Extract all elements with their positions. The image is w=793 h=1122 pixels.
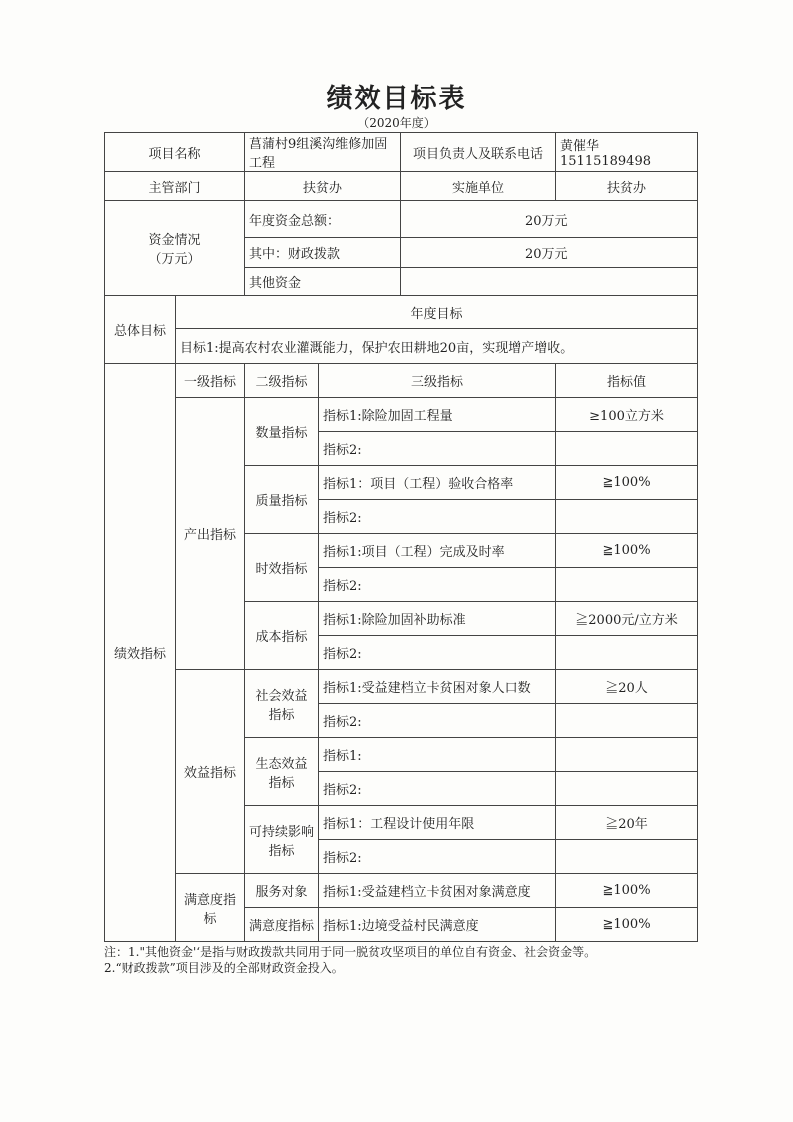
quality-row1: 指标1：项目（工程）验收合格率 — [319, 466, 556, 500]
quantity-value2 — [556, 432, 698, 466]
funds-label — [105, 201, 245, 296]
page-subtitle: （2020年度） — [357, 116, 436, 130]
header-level1: 一级指标 — [176, 364, 245, 398]
timeliness-indicator-label: 时效指标 — [245, 534, 319, 602]
funds-fiscal-label: 其中：财政拨款 — [245, 238, 401, 268]
benefit-indicators-label: 效益指标 — [176, 670, 245, 874]
ecological-row1: 指标1: — [319, 738, 556, 772]
sustainable-label-line1: 可持续影响 — [249, 824, 315, 840]
page-title: 绩效目标表 — [326, 84, 467, 114]
timeliness-value1: ≧100% — [556, 534, 698, 568]
annual-goal-text: 目标1:提高农村农业灌溉能力，保护农田耕地20亩，实现增产增收。 — [176, 329, 698, 364]
indicators-label: 绩效指标 — [105, 364, 176, 942]
funds-other-value — [401, 268, 698, 296]
footnote-line1: 注：1."其他资金'‘是指与财政拨款共同用于同一脱贫攻坚项目的单位自有资金、社会资金等。 — [104, 945, 597, 959]
funds-label-line1: 资金情况 — [148, 233, 201, 248]
sustainable-indicator-label — [245, 806, 319, 874]
ecological-label-line2: 指标 — [268, 775, 295, 791]
social-label-line2: 指标 — [268, 707, 295, 723]
social-row2: 指标2: — [319, 704, 556, 738]
service-value1: ≧100% — [556, 874, 698, 908]
sustainable-label-line2: 指标 — [268, 843, 295, 859]
output-indicators-label: 产出指标 — [176, 398, 245, 670]
cost-row1: 指标1:除险加固补助标准 — [319, 602, 556, 636]
dept-value: 扶贫办 — [245, 172, 401, 201]
social-value2 — [556, 704, 698, 738]
header-level3: 三级指标 — [319, 364, 556, 398]
quantity-row1: 指标1:除险加固工程量 — [319, 398, 556, 432]
impl-unit-value: 扶贫办 — [556, 172, 698, 201]
footnote-line2: 2.“财政拨款”项目涉及的全部财政资金投入。 — [104, 961, 344, 975]
ecological-label-line1: 生态效益 — [255, 756, 308, 772]
sustainable-value2 — [556, 840, 698, 874]
funds-label-line2: （万元） — [148, 252, 201, 267]
sustainable-row2: 指标2: — [319, 840, 556, 874]
service-row1: 指标1:受益建档立卡贫困对象满意度 — [319, 874, 556, 908]
timeliness-row2: 指标2: — [319, 568, 556, 602]
service-object-label: 服务对象 — [245, 874, 319, 908]
funds-fiscal-value — [401, 238, 698, 268]
header-value: 指标值 — [556, 364, 698, 398]
impl-unit-label: 实施单位 — [401, 172, 556, 201]
ecological-row2: 指标2: — [319, 772, 556, 806]
social-value1: ≧20人 — [556, 670, 698, 704]
quantity-value1: ≥100立方米 — [556, 398, 698, 432]
project-manager-label: 项目负责人及联系电话 — [401, 133, 556, 172]
cost-row2: 指标2: — [319, 636, 556, 670]
degree-row1: 指标1:边境受益村民满意度 — [319, 908, 556, 942]
quality-indicator-label: 质量指标 — [245, 466, 319, 534]
social-label-line1: 社会效益 — [255, 688, 308, 704]
performance-table — [104, 132, 698, 942]
annual-goal-header: 年度目标 — [176, 296, 698, 329]
quality-value2 — [556, 500, 698, 534]
quantity-row2: 指标2: — [319, 432, 556, 466]
social-indicator-label — [245, 670, 319, 738]
ecological-indicator-label — [245, 738, 319, 806]
quantity-indicator-label: 数量指标 — [245, 398, 319, 466]
sustainable-row1: 指标1：工程设计使用年限 — [319, 806, 556, 840]
satisfaction-indicators-label: 满意度指标 — [176, 874, 245, 942]
cost-indicator-label: 成本指标 — [245, 602, 319, 670]
footnote — [104, 944, 697, 976]
header-level2: 二级指标 — [245, 364, 319, 398]
dept-label: 主管部门 — [105, 172, 245, 201]
funds-fiscal-amount: 20万元 — [525, 247, 568, 262]
project-manager-value: 黄催华 15115189498 — [556, 133, 698, 172]
funds-other-label: 其他资金 — [245, 268, 401, 296]
sustainable-value1: ≧20年 — [556, 806, 698, 840]
funds-total-amount: 20万元 — [525, 213, 568, 229]
timeliness-row1: 指标1:项目（工程）完成及时率 — [319, 534, 556, 568]
ecological-value2 — [556, 772, 698, 806]
quality-row2: 指标2: — [319, 500, 556, 534]
funds-total-label: 年度资金总额： — [245, 201, 401, 238]
cost-value2 — [556, 636, 698, 670]
quality-value1: ≧100% — [556, 466, 698, 500]
project-name-label: 项目名称 — [105, 133, 245, 172]
overall-goal-label: 总体目标 — [105, 296, 176, 364]
funds-total-value — [401, 201, 698, 238]
cost-value1: ≧2000元/立方米 — [556, 602, 698, 636]
timeliness-value2 — [556, 568, 698, 602]
social-row1: 指标1:受益建档立卡贫困对象人口数 — [319, 670, 556, 704]
ecological-value1 — [556, 738, 698, 772]
degree-value1: ≧100% — [556, 908, 698, 942]
satisfaction-degree-label: 满意度指标 — [245, 908, 319, 942]
project-name-value: 菖蒲村9组溪沟维修加固工程 — [245, 133, 401, 172]
